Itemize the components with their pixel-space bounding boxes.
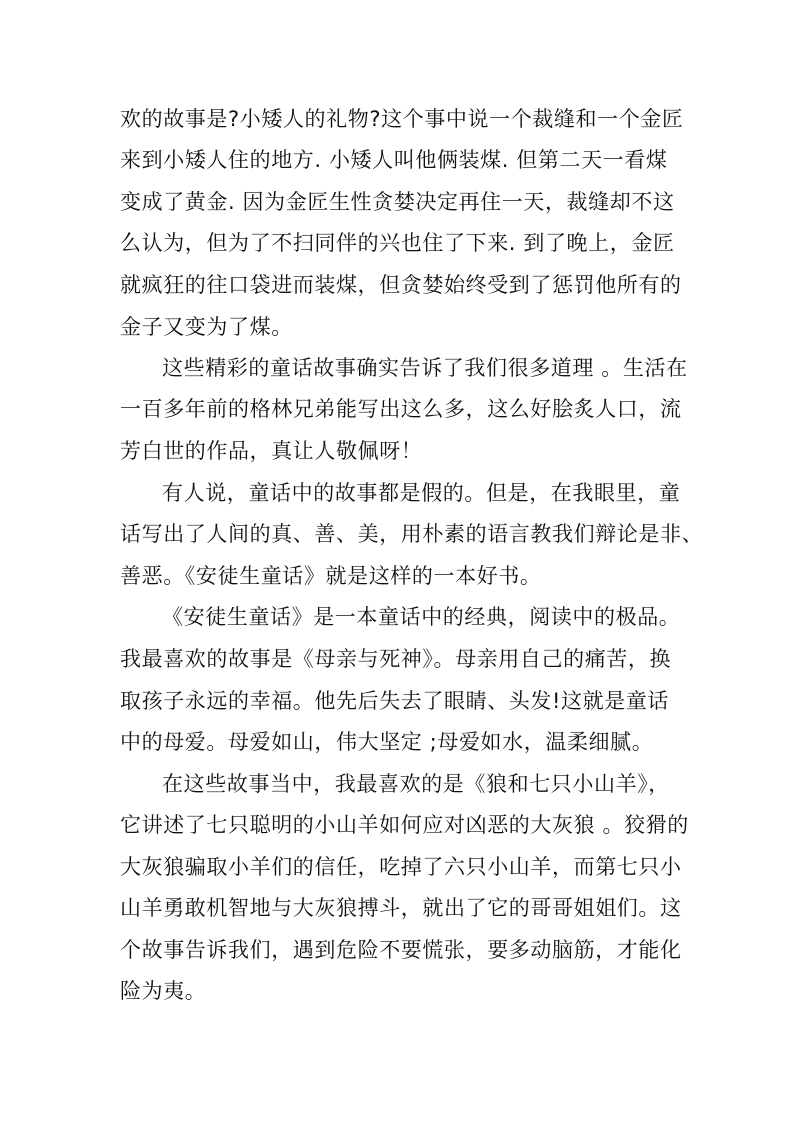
text-line: 变成了黄金. 因为金匠生性贪婪决定再住一天，裁缝却不这: [120, 190, 675, 214]
text-line: 险为夷。: [120, 979, 207, 1003]
text-line: 来到小矮人住的地方. 小矮人叫他俩装煤. 但第二天一看煤: [120, 148, 668, 172]
paragraph-first-line: 这些精彩的童话故事确实告诉了我们很多道理 。生活在: [162, 356, 688, 380]
text-line: 山羊勇敢机智地与大灰狼搏斗，就出了它的哥哥姐姐们。这: [120, 896, 682, 920]
text-line: 大灰狼骗取小羊们的信任，吃掉了六只小山羊，而第七只小: [120, 855, 682, 879]
text-line: 么认为，但为了不扫同伴的兴也住了下来. 到了晚上，金匠: [120, 231, 675, 255]
paragraph-first-line: 在这些故事当中，我最喜欢的是《狼和七只小山羊》，: [162, 772, 670, 796]
text-line: 个故事告诉我们，遇到危险不要慌张，要多动脑筋，才能化: [120, 938, 682, 962]
text-line: 我最喜欢的故事是《母亲与死神》。母亲用自己的痛苦，换: [120, 647, 672, 671]
text-line: 芳白世的作品，真让人敬佩呀！: [120, 439, 423, 463]
text-line: 就疯狂的往口袋进而装煤，但贪婪始终受到了惩罚他所有的: [120, 273, 682, 297]
text-line: 一百多年前的格林兄弟能写出这么多，这么好脍炙人口，流: [120, 397, 682, 421]
text-line: 欢的故事是?小矮人的礼物?这个事中说一个裁缝和一个金匠: [120, 107, 684, 131]
paragraph-first-line: 有人说，童话中的故事都是假的。但是，在我眼里，童: [162, 481, 681, 505]
text-line: 话写出了人间的真、善、美，用朴素的语言教我们辩论是非、: [120, 522, 704, 546]
text-line: 中的母爱。母爱如山，伟大坚定 ;母爱如水，温柔细腻。: [120, 730, 654, 754]
text-line: 它讲述了七只聪明的小山羊如何应对凶恶的大灰狼 。狡猾的: [120, 813, 689, 837]
text-line: 金子又变为了煤。: [120, 315, 293, 339]
text-line: 善恶。《安徒生童话》就是这样的一本好书。: [120, 564, 542, 588]
paragraph-first-line: 《安徒生童话》是一本童话中的经典，阅读中的极品。: [162, 605, 681, 629]
text-line: 取孩子永远的幸福。他先后失去了眼睛、头发!这就是童话: [120, 689, 670, 713]
